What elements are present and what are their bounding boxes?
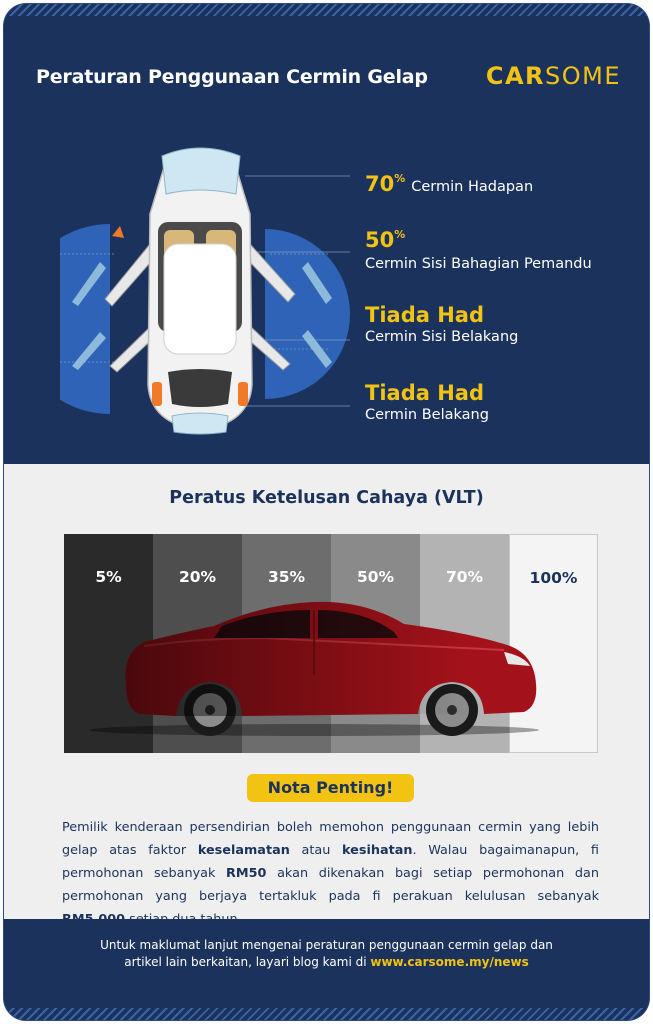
vlt-section [4, 464, 649, 919]
note-text: atau [289, 843, 342, 858]
spec-value: Tiada Had [365, 381, 484, 405]
footer-line: artikel lain berkaitan, layari blog kami di [124, 955, 371, 969]
note-text: . Walau bagaimanapun, fi permohonan sebanyak [62, 843, 599, 881]
red-sedan-side-view [64, 534, 598, 753]
spec-rear-window [365, 382, 489, 426]
tint-label: 35% [267, 568, 306, 586]
note-paragraph [62, 816, 599, 931]
note-text: akan dikenakan bagi setiap permohonan dan permohonan yang berjaya tertakluk pada fi perakuan kelulusan sebanyak [62, 866, 599, 904]
spec-number: 50 [365, 228, 395, 252]
car-top-view-illustration [60, 134, 350, 444]
blog-link[interactable]: www.carsome.my/news [370, 955, 529, 969]
spec-front-windshield [365, 168, 533, 198]
logo-light-part: SOME [545, 62, 621, 90]
spec-label: Cermin Hadapan [411, 179, 534, 195]
spec-rear-side-window [365, 304, 518, 348]
tint-label: 100% [529, 569, 578, 587]
vlt-title: Peratus Ketelusan Cahaya (VLT) [169, 488, 484, 508]
spec-label: Cermin Belakang [365, 407, 489, 423]
window-tint-rules-section [4, 16, 649, 464]
spec-unit: % [394, 172, 406, 185]
spec-value: Tiada Had [365, 303, 484, 327]
spec-label: Cermin Sisi Belakang [365, 329, 519, 345]
bottom-stripe-border [4, 1008, 649, 1020]
tint-label: 50% [356, 568, 395, 586]
note-keyword: RM50 [226, 866, 267, 881]
footer [4, 919, 649, 1008]
spec-value [365, 172, 405, 196]
tint-label: 5% [95, 568, 122, 586]
spec-unit: % [394, 228, 406, 241]
carsome-logo [486, 62, 621, 90]
page-title: Peraturan Penggunaan Cermin Gelap [36, 66, 428, 88]
important-note-badge: Nota Penting! [247, 774, 414, 802]
tint-label: 20% [178, 568, 217, 586]
logo-bold-part: CAR [485, 62, 545, 90]
note-keyword: kesihatan [342, 843, 413, 858]
spec-driver-side-window [365, 224, 592, 275]
footer-line: Untuk maklumat lanjut mengenai peraturan penggunaan cermin gelap dan [100, 938, 553, 952]
vlt-tint-panel [64, 534, 598, 753]
footer-text [4, 937, 649, 971]
tint-label: 70% [445, 568, 484, 586]
spec-value [365, 228, 405, 252]
infographic-frame [4, 4, 649, 1020]
spec-label: Cermin Sisi Bahagian Pemandu [365, 256, 592, 272]
note-keyword: keselamatan [197, 843, 290, 858]
spec-number: 70 [365, 172, 395, 196]
note-text: Pemilik kenderaan persendirian boleh memohon penggunaan cermin yang lebih gelap atas faktor [62, 820, 599, 858]
top-stripe-border [4, 4, 649, 16]
